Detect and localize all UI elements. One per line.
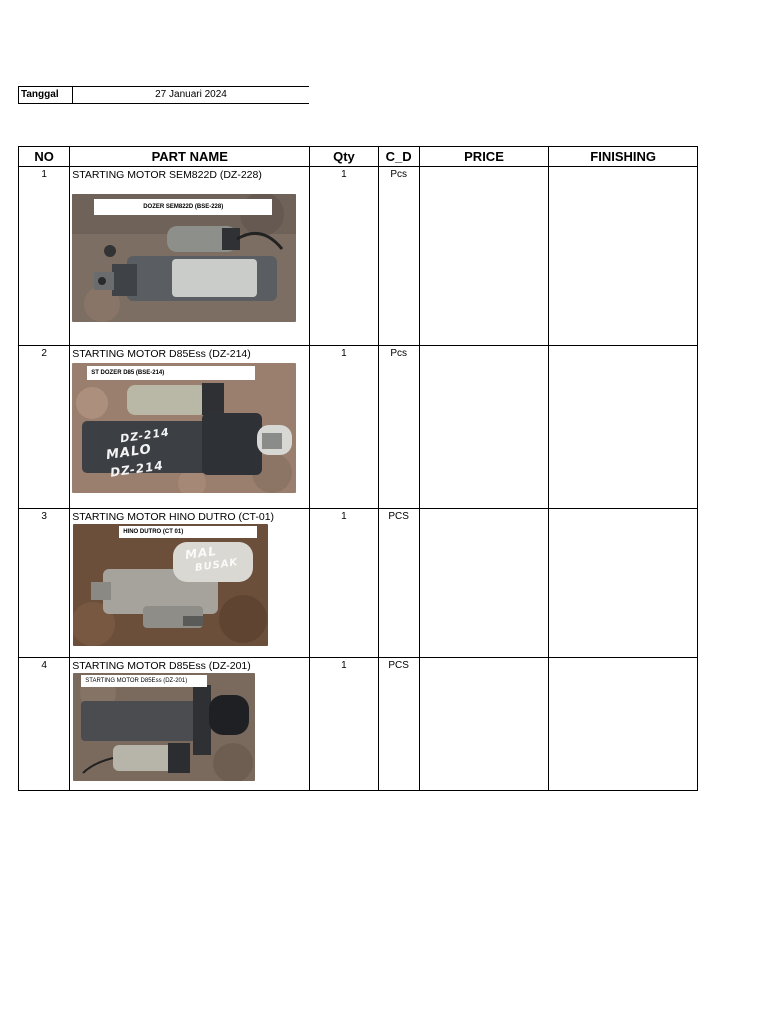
photo-marking: MAL xyxy=(184,543,218,563)
row-finishing[interactable] xyxy=(549,658,698,791)
row-no: 1 xyxy=(19,167,70,346)
photo-marking: DZ-214 xyxy=(119,425,171,446)
row-qty: 1 xyxy=(310,509,378,658)
parts-table xyxy=(18,146,698,791)
col-header-finishing: FINISHING xyxy=(549,147,698,167)
col-header-price: PRICE xyxy=(419,147,549,167)
photo-marking: BUSAK xyxy=(194,557,240,574)
col-header-part-name: PART NAME xyxy=(70,147,310,167)
starting-motor-image xyxy=(73,673,255,781)
row-price[interactable] xyxy=(419,346,549,509)
row-part-cell xyxy=(70,658,310,791)
date-label: Tanggal xyxy=(18,87,73,103)
row-qty: 1 xyxy=(310,658,378,791)
row-finishing[interactable] xyxy=(549,509,698,658)
part-photo xyxy=(73,673,255,781)
photo-marking: MALO xyxy=(105,441,153,464)
row-price[interactable] xyxy=(419,167,549,346)
col-header-no: NO xyxy=(19,147,70,167)
row-part-name: STARTING MOTOR D85Ess (DZ-201) xyxy=(72,660,251,672)
row-price[interactable] xyxy=(419,658,549,791)
photo-tag-label: ST DOZER D85 (BSE-214) xyxy=(87,366,255,380)
row-cd: PCS xyxy=(378,509,419,658)
table-row xyxy=(19,346,698,509)
table-row xyxy=(19,509,698,658)
row-qty: 1 xyxy=(310,167,378,346)
photo-tag-label: DOZER SEM822D (BSE-228) xyxy=(94,199,272,215)
row-cd: Pcs xyxy=(378,346,419,509)
row-finishing[interactable] xyxy=(549,167,698,346)
part-photo xyxy=(73,524,268,646)
row-cd: PCS xyxy=(378,658,419,791)
table-row xyxy=(19,167,698,346)
row-part-cell xyxy=(70,509,310,658)
row-no: 2 xyxy=(19,346,70,509)
row-part-cell xyxy=(70,346,310,509)
row-part-name: STARTING MOTOR HINO DUTRO (CT-01) xyxy=(72,511,275,523)
row-cd: Pcs xyxy=(378,167,419,346)
row-finishing[interactable] xyxy=(549,346,698,509)
row-no: 4 xyxy=(19,658,70,791)
date-value: 27 Januari 2024 xyxy=(155,89,227,100)
row-no: 3 xyxy=(19,509,70,658)
row-part-name: STARTING MOTOR SEM822D (DZ-228) xyxy=(72,169,262,181)
col-header-qty: Qty xyxy=(310,147,378,167)
part-photo xyxy=(72,363,296,493)
table-header-row xyxy=(19,147,698,167)
table-row xyxy=(19,658,698,791)
date-row xyxy=(18,86,309,104)
photo-tag-label: HINO DUTRO (CT 01) xyxy=(119,526,257,538)
row-price[interactable] xyxy=(419,509,549,658)
col-header-cd: C_D xyxy=(378,147,419,167)
row-part-name: STARTING MOTOR D85Ess (DZ-214) xyxy=(72,348,251,360)
part-photo xyxy=(72,194,296,322)
starting-motor-image xyxy=(73,524,268,646)
photo-marking: DZ-214 xyxy=(109,458,165,480)
row-part-cell xyxy=(70,167,310,346)
starting-motor-image xyxy=(72,363,296,493)
row-qty: 1 xyxy=(310,346,378,509)
photo-tag-label: STARTING MOTOR D85Ess (DZ-201) xyxy=(81,675,207,687)
